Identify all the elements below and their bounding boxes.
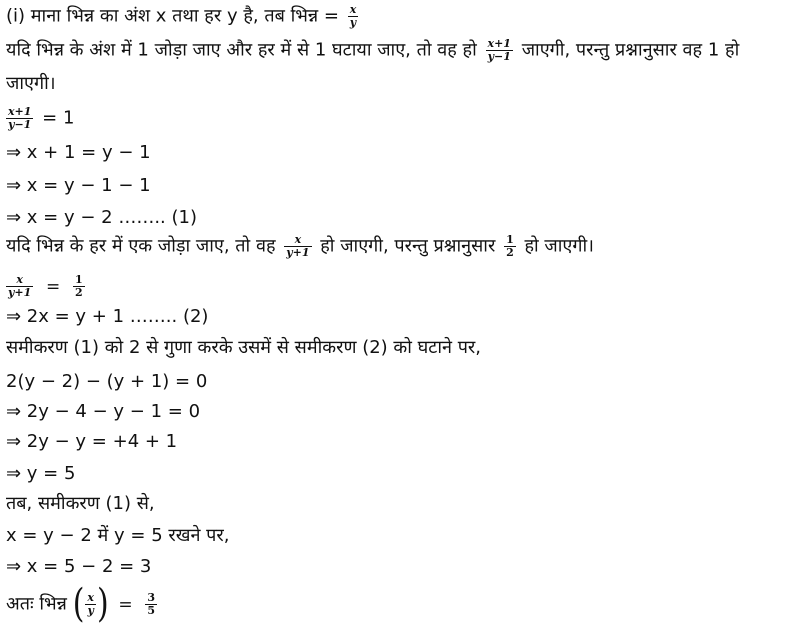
fraction-three-fifths (145, 592, 157, 617)
line-equation-2 (6, 305, 208, 329)
fraction-one-half (73, 274, 85, 299)
line-step-3 (6, 370, 207, 394)
fraction-denominator: y (348, 16, 359, 29)
fraction-x-over-y (348, 4, 359, 29)
substitution-text: x = y − 2 में y = 5 रखने पर, (6, 525, 230, 546)
assumption-text: (i) माना भिन्न का अंश x तथा हर y है, तब भिन्न = (6, 5, 339, 27)
fraction-denominator: y (85, 604, 96, 617)
step-4-text: ⇒ 2y − 4 − y − 1 = 0 (6, 401, 201, 422)
substitution-intro-text: तब, समीकरण (1) से, (6, 493, 155, 514)
fraction-x-plus-1-over-y-minus-1 (6, 106, 33, 131)
fraction-denominator: 2 (74, 286, 83, 299)
fraction-denominator: y+1 (8, 286, 32, 299)
line-result-x (6, 555, 151, 579)
fraction-denominator: y+1 (286, 246, 310, 259)
line-step-5 (6, 430, 177, 454)
fraction-numerator: x (87, 591, 94, 604)
result-x-text: ⇒ x = 5 − 2 = 3 (6, 556, 152, 577)
line-step-4 (6, 400, 200, 424)
equals-sign: = (46, 276, 61, 297)
line-result-y (6, 462, 75, 486)
equals-one: = 1 (42, 107, 75, 129)
result-y-text: ⇒ y = 5 (6, 463, 76, 484)
left-paren: ( (72, 581, 85, 627)
line-substitution (6, 524, 229, 548)
fraction-numerator: 1 (74, 273, 83, 286)
step-3-text: 2(y − 2) − (y + 1) = 0 (6, 371, 208, 392)
fraction-numerator: x (294, 233, 302, 246)
fraction-numerator: x (349, 3, 357, 16)
condition-1-end-text: जाएगी। (6, 73, 56, 94)
fraction-denominator: 5 (147, 604, 156, 617)
condition-2-mid: हो जाएगी, परन्तु प्रश्नानुसार (320, 235, 496, 257)
line-condition-1-end (6, 72, 56, 96)
equation-2-text: ⇒ 2x = y + 1 …….. (2) (6, 306, 209, 327)
condition-2-tail: हो जाएगी। (524, 235, 594, 257)
fraction-numerator: x (16, 273, 23, 286)
step-5-text: ⇒ 2y − y = +4 + 1 (6, 431, 178, 452)
line-substitution-intro (6, 492, 155, 516)
line-condition-1 (6, 38, 739, 62)
line-step-1 (6, 141, 151, 165)
line-instruction (6, 336, 481, 360)
instruction-text: समीकरण (1) को 2 से गुणा करके उसमें से समीकरण (2) को घटाने पर, (6, 337, 482, 358)
line-step-2 (6, 174, 151, 198)
fraction-x-over-y-plus-1 (6, 274, 33, 299)
fraction-numerator: 1 (506, 233, 514, 246)
step-2-text: ⇒ x = y − 1 − 1 (6, 175, 151, 196)
line-equation-1-setup (6, 106, 74, 130)
fraction-denominator: 2 (506, 246, 514, 259)
fraction-numerator: x+1 (487, 37, 511, 50)
fraction-numerator: 3 (147, 591, 156, 604)
step-1-text: ⇒ x + 1 = y − 1 (6, 142, 151, 163)
fraction-numerator: x+1 (8, 105, 32, 118)
fraction-one-half (504, 234, 516, 259)
line-equation-1 (6, 206, 197, 230)
line-condition-2 (6, 234, 594, 258)
condition-1-text: यदि भिन्न के अंश में 1 जोड़ा जाए और हर में से 1 घटाया जाए, तो वह हो (6, 39, 477, 61)
fraction-x-over-y (85, 592, 96, 617)
right-paren: ) (96, 581, 109, 627)
final-answer-text: अतः भिन्न (6, 593, 67, 615)
line-assumption (6, 4, 361, 28)
line-final-answer (6, 581, 160, 627)
equals-sign: = (118, 594, 133, 615)
condition-1-tail: जाएगी, परन्तु प्रश्नानुसार वह 1 हो (521, 39, 740, 61)
fraction-x-over-y-plus-1 (284, 234, 311, 259)
line-equation-2-setup (6, 274, 88, 298)
condition-2-text: यदि भिन्न के हर में एक जोड़ा जाए, तो वह (6, 235, 276, 257)
fraction-x-plus-1-over-y-minus-1 (486, 38, 513, 63)
equation-1-text: ⇒ x = y − 2 …….. (1) (6, 207, 197, 228)
fraction-denominator: y−1 (6, 118, 33, 131)
fraction-denominator: y−1 (486, 50, 513, 63)
